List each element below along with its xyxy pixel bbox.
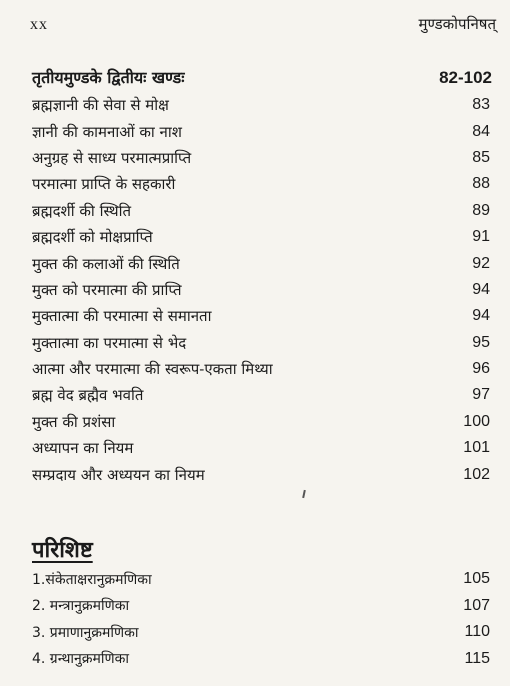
toc-entry-label: मुक्तात्मा की परमात्मा से समानता: [32, 307, 212, 326]
toc-entries: [32, 92, 492, 488]
toc-entry-page: 97: [472, 386, 490, 404]
toc-entry-label: मुक्तात्मा का परमात्मा से भेद: [32, 333, 187, 352]
toc-entry: [32, 224, 492, 250]
toc-entry-label: मुक्त की कलाओं की स्थिति: [32, 254, 180, 273]
section-heading: [32, 66, 492, 88]
appendix-entry-label: 3. प्रमाणानुक्रमणिका: [32, 624, 139, 641]
toc-entry-label: ब्रह्मदर्शी की स्थिति: [32, 201, 132, 220]
toc-entry: [32, 171, 492, 197]
toc-entry-label: ज्ञानी की कामनाओं का नाश: [32, 122, 182, 141]
toc-entry: [32, 92, 492, 118]
toc-entry: [32, 277, 492, 303]
toc-entry-page: 95: [472, 333, 490, 351]
appendix-entry: [32, 646, 492, 673]
appendix-entry-page: 105: [463, 570, 490, 588]
toc-entry-page: 100: [463, 412, 490, 430]
toc-entry: [32, 145, 492, 171]
toc-entry-page: 92: [472, 254, 490, 272]
book-title: मुण्डकोपनिषत्: [418, 15, 496, 33]
section-page-range: 82-102: [439, 68, 492, 87]
toc-entry: [32, 330, 492, 356]
toc-entry: [32, 303, 492, 329]
toc-entry-page: 94: [472, 280, 490, 298]
appendix-entry-page: 110: [464, 623, 490, 641]
toc-entry-label: अनुग्रह से साध्य परमात्मप्राप्ति: [32, 148, 192, 167]
toc-entry-label: परमात्मा प्राप्ति के सहकारी: [32, 175, 176, 194]
toc-entry: [32, 382, 492, 408]
toc-entry-page: 85: [472, 148, 490, 166]
appendix-entry: [32, 566, 492, 593]
toc-entry-page: 84: [472, 122, 490, 140]
toc-entry-page: 96: [472, 360, 490, 378]
appendix-entry: [32, 593, 492, 620]
toc-entry-label: आत्मा और परमात्मा की स्वरूप-एकता मिथ्या: [32, 360, 273, 379]
appendix-entries: [32, 566, 492, 672]
toc-entry-page: 83: [472, 96, 490, 114]
appendix-entry-label: 2. मन्त्रानुक्रमणिका: [32, 598, 130, 615]
appendix-entry-label: 4. ग्रन्थानुक्रमणिका: [32, 651, 130, 668]
toc-entry-page: 89: [472, 201, 490, 219]
appendix-entry-page: 107: [463, 596, 490, 614]
toc-entry: [32, 198, 492, 224]
toc-entry-page: 101: [463, 439, 490, 457]
appendix-entry: [32, 619, 492, 646]
toc-entry: [32, 409, 492, 435]
appendix-entry-page: 115: [464, 649, 490, 667]
toc-entry-label: ब्रह्म वेद ब्रह्मैव भवति: [32, 386, 144, 405]
toc-entry-label: ब्रह्मज्ञानी की सेवा से मोक्ष: [32, 96, 169, 115]
running-header: [30, 14, 496, 38]
toc-entry-label: अध्यापन का नियम: [32, 439, 134, 458]
toc-entry-label: सम्प्रदाय और अध्ययन का नियम: [32, 465, 205, 484]
toc-entry: [32, 118, 492, 144]
toc-entry-label: मुक्त को परमात्मा की प्राप्ति: [32, 280, 182, 299]
toc-entry: [32, 435, 492, 461]
toc-entry-page: 94: [472, 307, 490, 325]
appendix-entry-label: 1.संकेताक्षरानुक्रमणिका: [32, 571, 152, 588]
page-number-roman: xx: [30, 16, 48, 33]
print-speck: [302, 490, 306, 498]
toc-entry-page: 102: [463, 465, 490, 483]
toc-entry: [32, 356, 492, 382]
appendix-title: परिशिष्ट: [32, 537, 93, 563]
toc-entry-label: ब्रह्मदर्शी को मोक्षप्राप्ति: [32, 228, 153, 247]
section-title: तृतीयमुण्डके द्वितीयः खण्डः: [32, 68, 185, 87]
toc-entry: [32, 461, 492, 487]
toc-entry-page: 91: [472, 228, 490, 246]
toc-entry-label: मुक्त की प्रशंसा: [32, 412, 116, 431]
toc-entry: [32, 250, 492, 276]
toc-entry-page: 88: [472, 175, 490, 193]
